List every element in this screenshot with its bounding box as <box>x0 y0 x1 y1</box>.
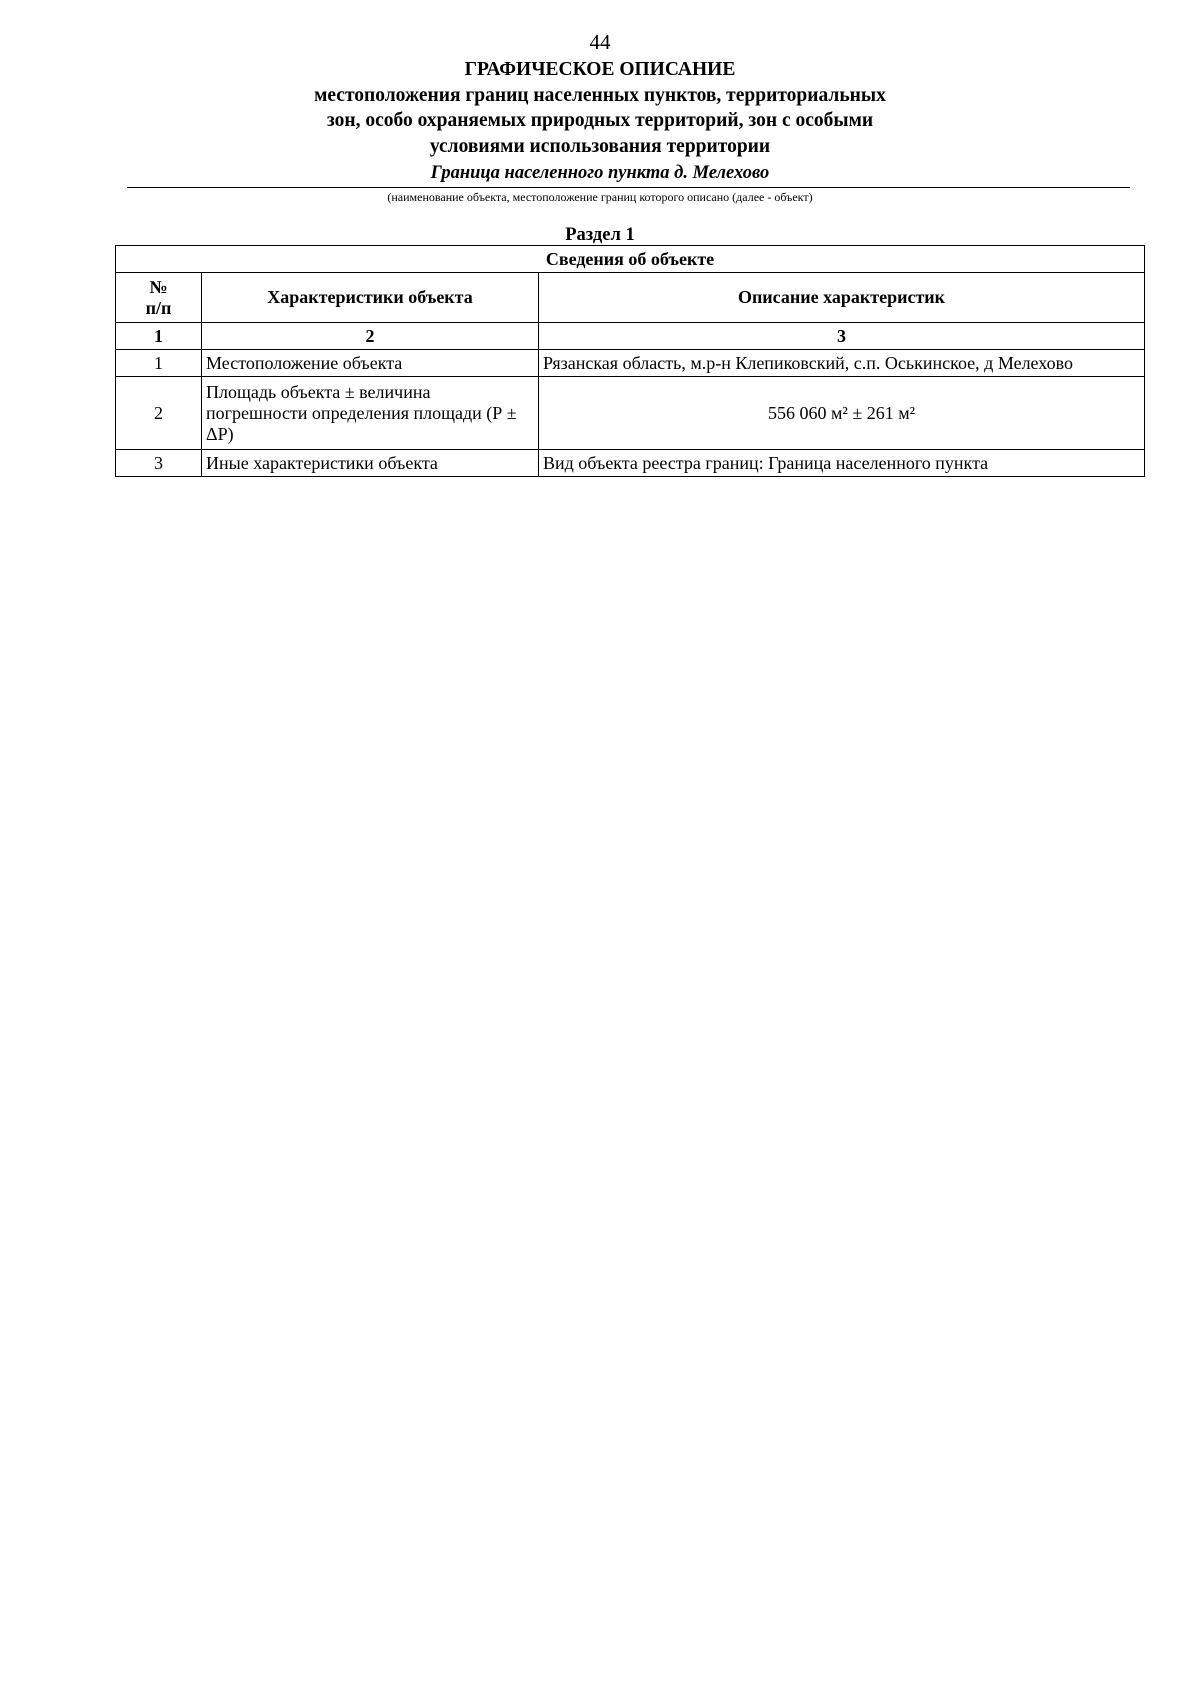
header-num <box>116 273 202 323</box>
row-description: Рязанская область, м.р-н Клепиковский, с.п. Оськинское, д Мелехово <box>539 350 1145 377</box>
document-subtitle-line-2: зон, особо охраняемых природных территорий, зон с особыми <box>326 110 874 131</box>
header-num-line-2: п/п <box>145 297 172 318</box>
object-name-caption: (наименование объекта, местоположение границ которого описано (далее - объект) <box>387 190 813 204</box>
table-row <box>116 377 1145 450</box>
document-title-block <box>0 57 1200 159</box>
row-characteristic: Иные характеристики объекта <box>202 450 539 477</box>
column-numbers-row <box>116 323 1145 350</box>
header-characteristic: Характеристики объекта <box>202 273 539 323</box>
header-num-line-1: № <box>149 276 168 297</box>
header-description: Описание характеристик <box>539 273 1145 323</box>
table-caption-row <box>116 246 1145 273</box>
section-title: Раздел 1 <box>565 225 635 245</box>
table-header-row <box>116 273 1145 323</box>
row-num: 3 <box>116 450 202 477</box>
document-subtitle-line-3: условиями использования территории <box>429 135 771 157</box>
column-number-1: 1 <box>116 323 202 350</box>
page-number: 44 <box>589 30 611 54</box>
table-row <box>116 350 1145 377</box>
column-number-2: 2 <box>202 323 539 350</box>
row-characteristic: Местоположение объекта <box>202 350 539 377</box>
object-info-table <box>115 245 1145 477</box>
row-characteristic: Площадь объекта ± величина погрешности определения площади (Р ± ΔР) <box>202 377 539 450</box>
table-caption: Сведения об объекте <box>116 246 1145 273</box>
table-row <box>116 450 1145 477</box>
object-name: Граница населенного пункта д. Мелехово <box>430 163 770 183</box>
row-num: 2 <box>116 377 202 450</box>
row-description: 556 060 м² ± 261 м² <box>539 377 1145 450</box>
row-num: 1 <box>116 350 202 377</box>
object-name-underline <box>127 187 1130 188</box>
document-title: ГРАФИЧЕСКОЕ ОПИСАНИЕ <box>464 59 736 80</box>
document-subtitle-line-1: местоположения границ населенных пунктов, территориальных <box>314 84 886 106</box>
column-number-3: 3 <box>539 323 1145 350</box>
row-description: Вид объекта реестра границ: Граница населенного пункта <box>539 450 1145 477</box>
